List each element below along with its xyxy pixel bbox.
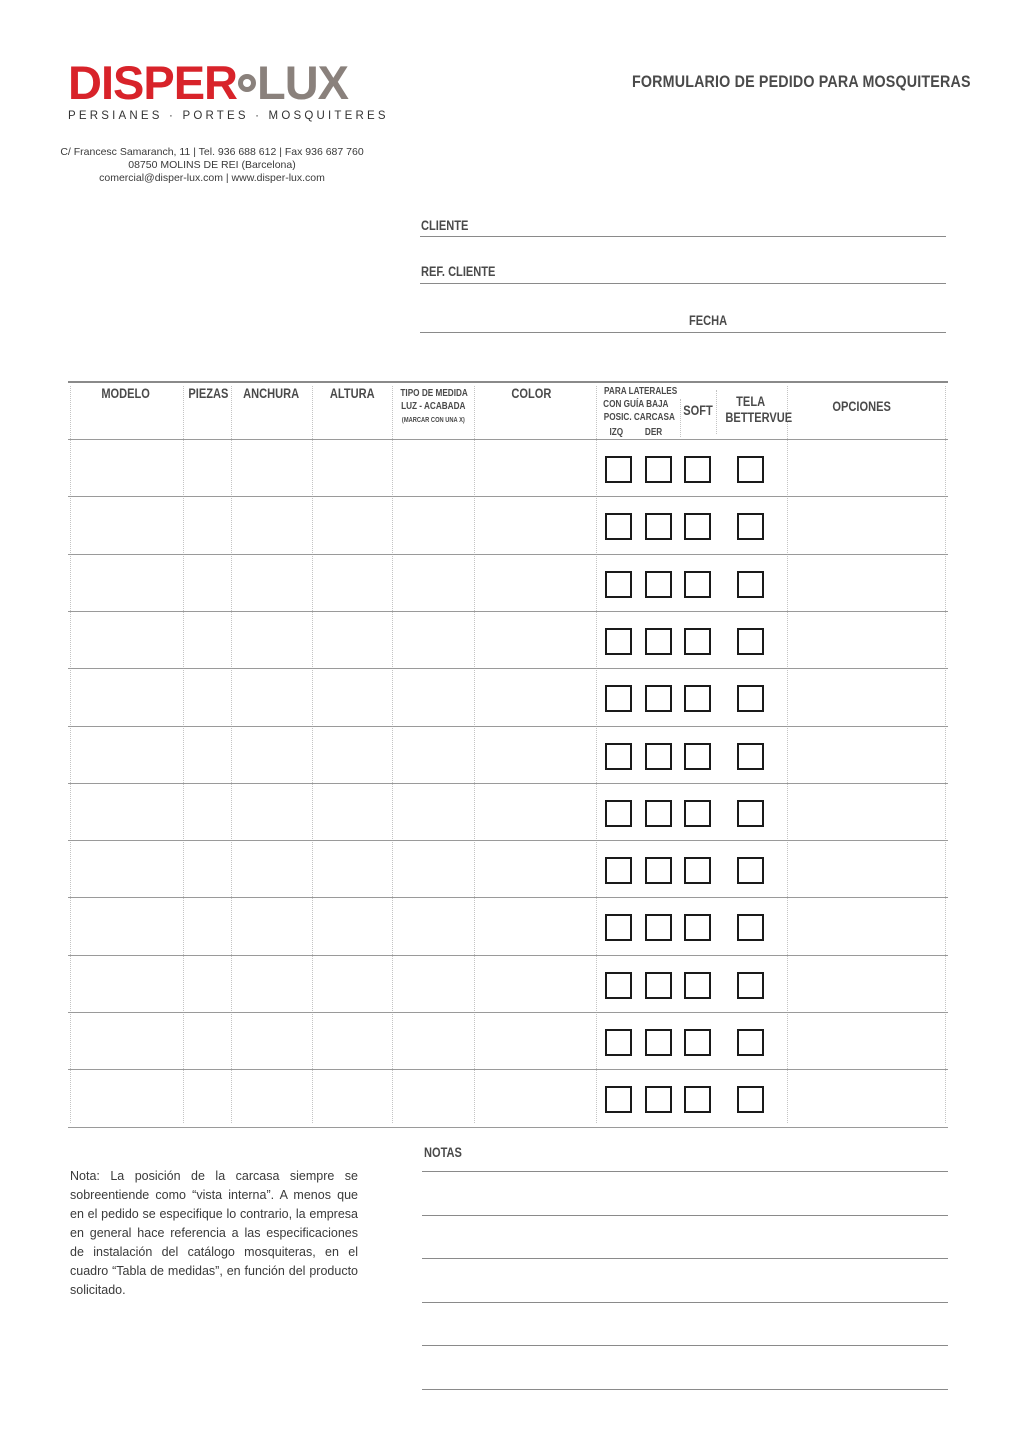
soft-checkbox[interactable] xyxy=(684,1086,711,1113)
der-checkbox[interactable] xyxy=(645,857,672,884)
soft-checkbox[interactable] xyxy=(684,800,711,827)
disclaimer-note: Nota: La posición de la carcasa siempre se sobreentiende como “vista interna”. A menos que en el pedido se especifique lo contrario, la empresa en general hace referencia a las especificaciones de instalación del catálogo mosquiteras, en el cuadro “Tabla de medidas”, en función del producto solicitado. xyxy=(70,1169,358,1297)
header-anchura: ANCHURA xyxy=(243,386,300,401)
soft-checkbox[interactable] xyxy=(684,456,711,483)
company-city: 08750 MOLINS DE REI (Barcelona) xyxy=(128,159,296,171)
bettervue-checkbox[interactable] xyxy=(737,857,764,884)
notes-line[interactable] xyxy=(422,1345,948,1346)
izq-checkbox[interactable] xyxy=(605,743,632,770)
header-soft: SOFT xyxy=(683,403,713,418)
table-row[interactable] xyxy=(68,1012,948,1069)
soft-checkbox[interactable] xyxy=(684,513,711,540)
der-checkbox[interactable] xyxy=(645,800,672,827)
izq-checkbox[interactable] xyxy=(605,1086,632,1113)
brand-tagline: PERSIANES · PORTES · MOSQUITERES xyxy=(68,110,389,122)
table-row[interactable] xyxy=(68,496,948,553)
header-opciones: OPCIONES xyxy=(832,399,892,414)
header-izq: IZQ xyxy=(609,427,623,438)
bettervue-checkbox[interactable] xyxy=(737,1029,764,1056)
soft-checkbox[interactable] xyxy=(684,914,711,941)
fecha-field[interactable] xyxy=(420,332,946,333)
soft-checkbox[interactable] xyxy=(684,857,711,884)
der-checkbox[interactable] xyxy=(645,1086,672,1113)
notes-line[interactable] xyxy=(422,1258,948,1259)
der-checkbox[interactable] xyxy=(645,1029,672,1056)
table-row[interactable] xyxy=(68,554,948,611)
izq-checkbox[interactable] xyxy=(605,456,632,483)
der-checkbox[interactable] xyxy=(645,685,672,712)
ref-cliente-field[interactable] xyxy=(420,283,946,284)
der-checkbox[interactable] xyxy=(645,513,672,540)
header-tipo-medida-hint: (MARCAR CON UNA X) xyxy=(401,417,465,424)
ref-cliente-label: REF. CLIENTE xyxy=(421,264,496,279)
izq-checkbox[interactable] xyxy=(605,914,632,941)
form-title: FORMULARIO DE PEDIDO PARA MOSQUITERAS xyxy=(632,72,971,91)
bettervue-checkbox[interactable] xyxy=(737,628,764,655)
header-color: COLOR xyxy=(511,386,551,401)
table-row[interactable] xyxy=(68,1069,948,1126)
table-row[interactable] xyxy=(68,840,948,897)
der-checkbox[interactable] xyxy=(645,456,672,483)
izq-checkbox[interactable] xyxy=(605,571,632,598)
brand-wordmark xyxy=(68,58,348,108)
izq-checkbox[interactable] xyxy=(605,800,632,827)
logo-dot-icon xyxy=(238,74,256,92)
soft-checkbox[interactable] xyxy=(684,1029,711,1056)
bettervue-checkbox[interactable] xyxy=(737,456,764,483)
bettervue-checkbox[interactable] xyxy=(737,685,764,712)
company-web: comercial@disper-lux.com | www.disper-lux.com xyxy=(99,172,325,184)
header-der: DER xyxy=(645,427,663,438)
bettervue-checkbox[interactable] xyxy=(737,914,764,941)
notas-label: NOTAS xyxy=(424,1145,462,1160)
table-row[interactable] xyxy=(68,439,948,496)
table-row[interactable] xyxy=(68,726,948,783)
izq-checkbox[interactable] xyxy=(605,972,632,999)
soft-checkbox[interactable] xyxy=(684,972,711,999)
bettervue-checkbox[interactable] xyxy=(737,743,764,770)
notes-line[interactable] xyxy=(422,1215,948,1216)
header-subseparator xyxy=(680,399,681,437)
der-checkbox[interactable] xyxy=(645,914,672,941)
soft-checkbox[interactable] xyxy=(684,571,711,598)
table-row[interactable] xyxy=(68,668,948,725)
soft-checkbox[interactable] xyxy=(684,743,711,770)
header-altura: ALTURA xyxy=(329,386,375,401)
brand-part-2: LUX xyxy=(257,56,348,109)
table-row[interactable] xyxy=(68,897,948,954)
row-border xyxy=(68,1127,948,1128)
header-modelo: MODELO xyxy=(101,386,151,401)
header-tela-bettervue: TELA BETTERVUE xyxy=(725,394,793,425)
izq-checkbox[interactable] xyxy=(605,513,632,540)
soft-checkbox[interactable] xyxy=(684,628,711,655)
table-row[interactable] xyxy=(68,783,948,840)
izq-checkbox[interactable] xyxy=(605,857,632,884)
notes-line[interactable] xyxy=(422,1171,948,1172)
table-row[interactable] xyxy=(68,955,948,1012)
bettervue-checkbox[interactable] xyxy=(737,800,764,827)
table-row[interactable] xyxy=(68,611,948,668)
notes-line[interactable] xyxy=(422,1389,948,1390)
notes-line[interactable] xyxy=(422,1302,948,1303)
header-subseparator xyxy=(716,390,717,434)
soft-checkbox[interactable] xyxy=(684,685,711,712)
der-checkbox[interactable] xyxy=(645,571,672,598)
bettervue-checkbox[interactable] xyxy=(737,1086,764,1113)
cliente-label: CLIENTE xyxy=(421,218,469,233)
header-laterales: PARA LATERALES CON GUÍA BAJA POSIC. CARCASA xyxy=(603,386,678,423)
izq-checkbox[interactable] xyxy=(605,628,632,655)
bettervue-checkbox[interactable] xyxy=(737,513,764,540)
company-logo xyxy=(68,56,389,128)
bettervue-checkbox[interactable] xyxy=(737,571,764,598)
izq-checkbox[interactable] xyxy=(605,1029,632,1056)
table-top-border xyxy=(68,381,948,383)
fecha-label: FECHA xyxy=(689,313,728,328)
brand-part-1: DISPER xyxy=(68,56,237,109)
company-address: C/ Francesc Samaranch, 11 | Tel. 936 688 612 | Fax 936 687 760 xyxy=(60,146,364,158)
header-piezas: PIEZAS xyxy=(188,386,229,401)
der-checkbox[interactable] xyxy=(645,743,672,770)
der-checkbox[interactable] xyxy=(645,628,672,655)
izq-checkbox[interactable] xyxy=(605,685,632,712)
cliente-field[interactable] xyxy=(420,236,946,237)
bettervue-checkbox[interactable] xyxy=(737,972,764,999)
header-tipo-medida: TIPO DE MEDIDA LUZ - ACABADA xyxy=(400,388,468,412)
der-checkbox[interactable] xyxy=(645,972,672,999)
